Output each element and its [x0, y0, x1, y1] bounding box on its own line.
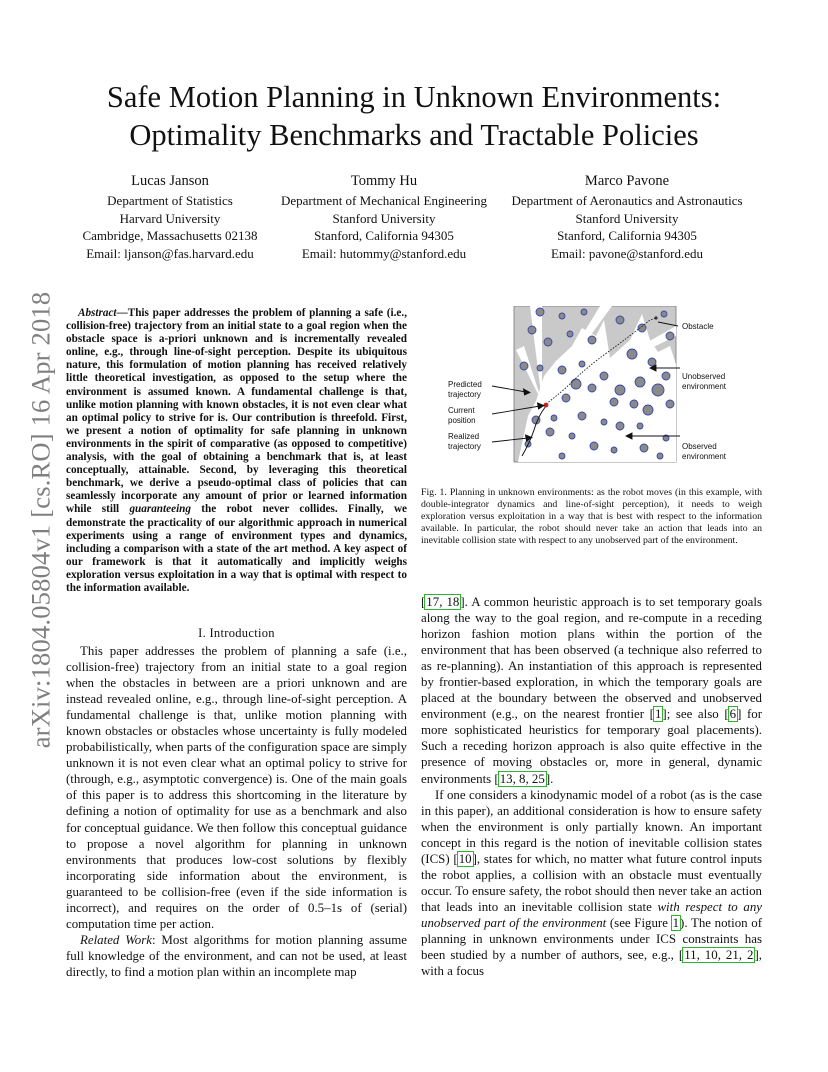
obstacle-disc — [611, 447, 617, 453]
author-block-3 — [502, 172, 752, 262]
author-location: Stanford, California 94305 — [557, 228, 697, 243]
obstacle-disc — [571, 379, 581, 389]
right-column-body — [421, 594, 762, 979]
goal-marker — [654, 316, 657, 319]
label-realized-1: Realized — [448, 432, 480, 441]
obstacle-disc — [537, 365, 543, 371]
obstacle-disc — [578, 412, 586, 420]
obstacle-disc — [643, 405, 653, 415]
right-text: , states for which, no matter what future control inputs the robot applies, a collision with an obstacle must eventually occur. To ensure safety, the robot should then never take an action that leads into an inevitable collision state — [421, 851, 762, 914]
obstacle-disc — [590, 442, 598, 450]
figure-caption: Fig. 1. Planning in unknown environments: as the robot moves (in this example, with double-integrator dynamics and line-of-sight perception), it needs to weigh exploration versus exploitation in a way that is best with respect to the information available. In particular, the robot should never take an action that leads into an inevitable collision state with respect to any unobserved part of the environment. — [421, 487, 762, 546]
obstacle-disc — [536, 308, 544, 316]
author-inst: Stanford University — [575, 210, 679, 226]
figure-illustration — [444, 306, 750, 468]
author-email[interactable]: Email: hutommy@stanford.edu — [301, 245, 467, 261]
right-emphasis: with respect to any unobserved part of the environment — [421, 899, 762, 930]
obstacle-disc — [657, 453, 663, 459]
right-text: ; see also — [666, 707, 725, 722]
citation-link[interactable]: 1 — [654, 707, 662, 722]
author-name: Tommy Hu — [350, 173, 418, 189]
obstacle-disc — [661, 311, 667, 317]
label-unobserved-1: Unobserved — [682, 372, 726, 381]
right-text: . A common heuristic approach is to set temporary goals along the way to the goal region, and re-compute in a receding horizon fashion motion plans within the portion of the environment that has been observed (a technique also referred to as re-planning). An instantiation of this approach is represented by frontier-based exploration, in which the temporary goals are placed at the boundary between the observed and unobserved environment (e.g., on the nearest frontier — [421, 595, 762, 722]
author-email[interactable]: Email: ljanson@fas.harvard.edu — [86, 245, 254, 261]
obstacle-disc — [588, 336, 596, 344]
label-current-1: Current — [448, 406, 475, 415]
author-block-1 — [72, 172, 268, 262]
obstacle-disc — [520, 362, 528, 370]
author-location: Cambridge, Massachusetts 02138 — [82, 228, 258, 243]
citation-link[interactable]: 11, 10, 21, 2 — [684, 948, 754, 963]
obstacle-disc — [630, 400, 638, 408]
obstacle-disc — [610, 398, 618, 406]
right-text: If one considers a kinodynamic model of a robot (as is the case in this paper), an additional consideration is how to ensure safety when the environment is only partially known. An important concept in this regard is the notion of inevitable collision states (ICS) — [421, 787, 762, 866]
abstract — [66, 307, 407, 595]
obstacle-disc — [637, 423, 643, 429]
arxiv-id-text: arXiv:1804.05804v1 [cs.RO] 16 Apr 2018 — [25, 291, 56, 749]
right-paragraph-2: If one considers a kinodynamic model of a robot (as is the case in this paper), an additional consideration is how to ensure safety when the environment is only partially known. An important concept in this regard is the notion of inevitable collision states (ICS) [10], states for which, no matter what future control inputs the robot applies, a collision with an obstacle must eventually occur. To ensure safety, the robot should then never take an action that leads into an inevitable collision state with respect to any unobserved part of the environment (see Figure 1). The notion of planning in unknown environments under ICS constraints has been studied by a number of authors, see, e.g., [11, 10, 21, 2], with a focus — [421, 787, 762, 979]
author-name: Lucas Janson — [131, 173, 209, 189]
author-email[interactable]: Email: pavone@stanford.edu — [550, 245, 704, 261]
author-inst: Harvard University — [119, 210, 221, 226]
related-work-text: : Most algorithms for motion planning assume full knowledge of the environment, and can not be used, at least directly, to find a motion plan within an incomplete map — [66, 932, 407, 979]
citation-link[interactable]: 10 — [458, 851, 472, 866]
obstacle-disc — [616, 422, 624, 430]
arxiv-identifier — [24, 280, 58, 760]
author-name: Marco Pavone — [584, 173, 670, 189]
obstacle-disc — [666, 400, 674, 408]
author-dept: Department of Aeronautics and Astronautics — [511, 193, 743, 208]
obstacle-disc — [544, 338, 552, 346]
section-heading: I. Introduction — [198, 626, 275, 640]
obstacle-disc — [588, 384, 596, 392]
author-location: Stanford, California 94305 — [314, 228, 454, 243]
obstacle-disc — [569, 433, 575, 439]
obstacle-disc — [652, 384, 664, 396]
abstract-label: Abstract — [78, 307, 117, 319]
author-dept: Department of Statistics — [107, 193, 233, 208]
obstacle-disc — [562, 394, 570, 402]
obstacle-disc — [546, 428, 554, 436]
citation-link[interactable]: 13, 8, 25 — [499, 771, 545, 786]
obstacle-disc — [648, 358, 656, 366]
obstacle-disc — [635, 377, 645, 387]
author-inst: Stanford University — [332, 210, 436, 226]
obstacle-disc — [559, 453, 565, 459]
obstacle-disc — [579, 361, 585, 367]
label-realized-2: trajectory — [448, 442, 481, 451]
right-text: , with a focus — [421, 948, 762, 979]
label-predicted-1: Predicted — [448, 380, 482, 389]
author-dept: Department of Mechanical Engineering — [280, 193, 488, 208]
abstract-emphasis: guaranteeing — [129, 503, 191, 516]
intro-paragraph-2 — [66, 932, 407, 980]
left-column-body — [66, 643, 407, 980]
current-position-marker — [544, 403, 549, 408]
obstacle-disc — [662, 372, 670, 380]
obstacle-disc — [616, 316, 624, 324]
obstacle-disc — [627, 349, 637, 359]
title-line-2: Optimality Benchmarks and Tractable Policies — [129, 118, 699, 152]
obstacle-disc — [581, 309, 587, 315]
label-predicted-2: trajectory — [448, 390, 481, 399]
paper-title — [40, 78, 788, 154]
abstract-text-1: —This paper addresses the problem of planning a safe (i.e., collision-free) trajectory from an initial state to a goal region when the obstacle space is a-priori unknown and is incrementally revealed online, e.g., through line-of-sight perception. Despite its ubiquitous nature, this formulation of motion planning has received relatively little theoretical investigation, as opposed to the setup where the environment is assumed known. A fundamental challenge is that, unlike motion planning with known obstacles, it is not even clear what an optimal policy to strive for is. Our contribution is threefold. First, we present a notion of optimality for safe planning in unknown environments in the spirit of comparative (as opposed to competitive) analysis, with the goal of obtaining a benchmark that is, at least conceptually, attainable. Second, by leveraging this theoretical benchmark, we derive a pseudo-optimal class of policies that can seamlessly incorporate any amount of prior or learned information while still — [66, 307, 407, 516]
right-paragraph-1: [17, 18]. A common heuristic approach is to set temporary goals along the way to the goal region, and re-compute in a receding horizon fashion motion plans within the portion of the environment that has been observed (a technique also referred to as re-planning). An instantiation of this approach is represented by frontier-based exploration, in which the temporary goals are placed at the boundary between the observed and unobserved environment (e.g., on the nearest frontier [1]; see also [6] for more sophisticated heuristics for temporary goal placements). Such a receding horizon approach is also quite effective in the presence of moving obstacles or, more in general, dynamic environments [13, 8, 25]. — [421, 595, 762, 786]
related-work-label: Related Work — [80, 932, 152, 947]
title-line-1: Safe Motion Planning in Unknown Environments: — [106, 80, 722, 114]
obstacle-disc — [528, 326, 536, 334]
figure-1 — [444, 306, 750, 468]
label-unobserved-2: environment — [682, 382, 727, 391]
right-text: . — [550, 771, 554, 786]
label-obstacle: Obstacle — [682, 322, 714, 331]
obstacle-disc — [558, 366, 566, 374]
label-current-2: position — [448, 416, 476, 425]
obstacle-disc — [601, 419, 607, 425]
obstacle-disc — [666, 332, 674, 340]
label-observed-1: Observed — [682, 442, 717, 451]
citation-link[interactable]: 6 — [729, 707, 737, 722]
obstacle-disc — [567, 331, 573, 337]
obstacle-disc — [559, 313, 565, 319]
figure-link[interactable]: 1 — [672, 915, 680, 930]
right-text: (see Figure — [606, 915, 672, 930]
label-observed-2: environment — [682, 452, 727, 461]
right-text: for more sophisticated heuristics for temporary goal placements). Such a receding horizon approach is also quite effective in the presence of moving obstacles or, more in general, dynamic environments — [421, 707, 762, 786]
obstacle-disc — [615, 385, 625, 395]
intro-paragraph-1: This paper addresses the problem of planning a safe (i.e., collision-free) trajectory from an initial state to a goal region when the obstacles in between are a priori unknown and are instead revealed online, e.g., through line-of-sight perception. A fundamental challenge is that, unlike motion planning with known obstacles or obstacles whose uncertainty is fully modeled probabilistically, when parts of the configuration space are simply unknown it is not even clear what an optimal policy to strive for (through, e.g., asymptotic convergence) is. One of the main goals of this paper is to address this shortcoming in the literature by defining a notion of optimality for use as a benchmark and also for conceptual guidance. We then follow this conceptual guidance to propose a novel algorithm for planning in unknown environments that produces low-cost solutions by flexibly incorporating side information about the environment, is guaranteed to be collision-free (even if the side information is incorrect), and requires on the order of 0.5–1s of (serial) computation time per action. — [66, 644, 407, 931]
citation-link[interactable]: 17, 18 — [426, 595, 460, 609]
obstacle-disc — [640, 444, 648, 452]
abstract-text-2: the robot never collides. Finally, we demonstrate the practicality of our algorithmic approach in numerical experiments using a range of environment types and dynamics, including a comparison with a state of the art method. A key aspect of our framework is that it automatically and implicitly weighs exploration versus exploitation in a way that is optimal with respect to the information available. — [66, 503, 407, 594]
right-text: ). The notion of planning in unknown environments under ICS constraints has been studied by a number of authors, see, e.g., — [421, 915, 762, 963]
author-block-2 — [272, 172, 496, 262]
obstacle-disc — [551, 415, 557, 421]
obstacle-disc — [600, 372, 608, 380]
